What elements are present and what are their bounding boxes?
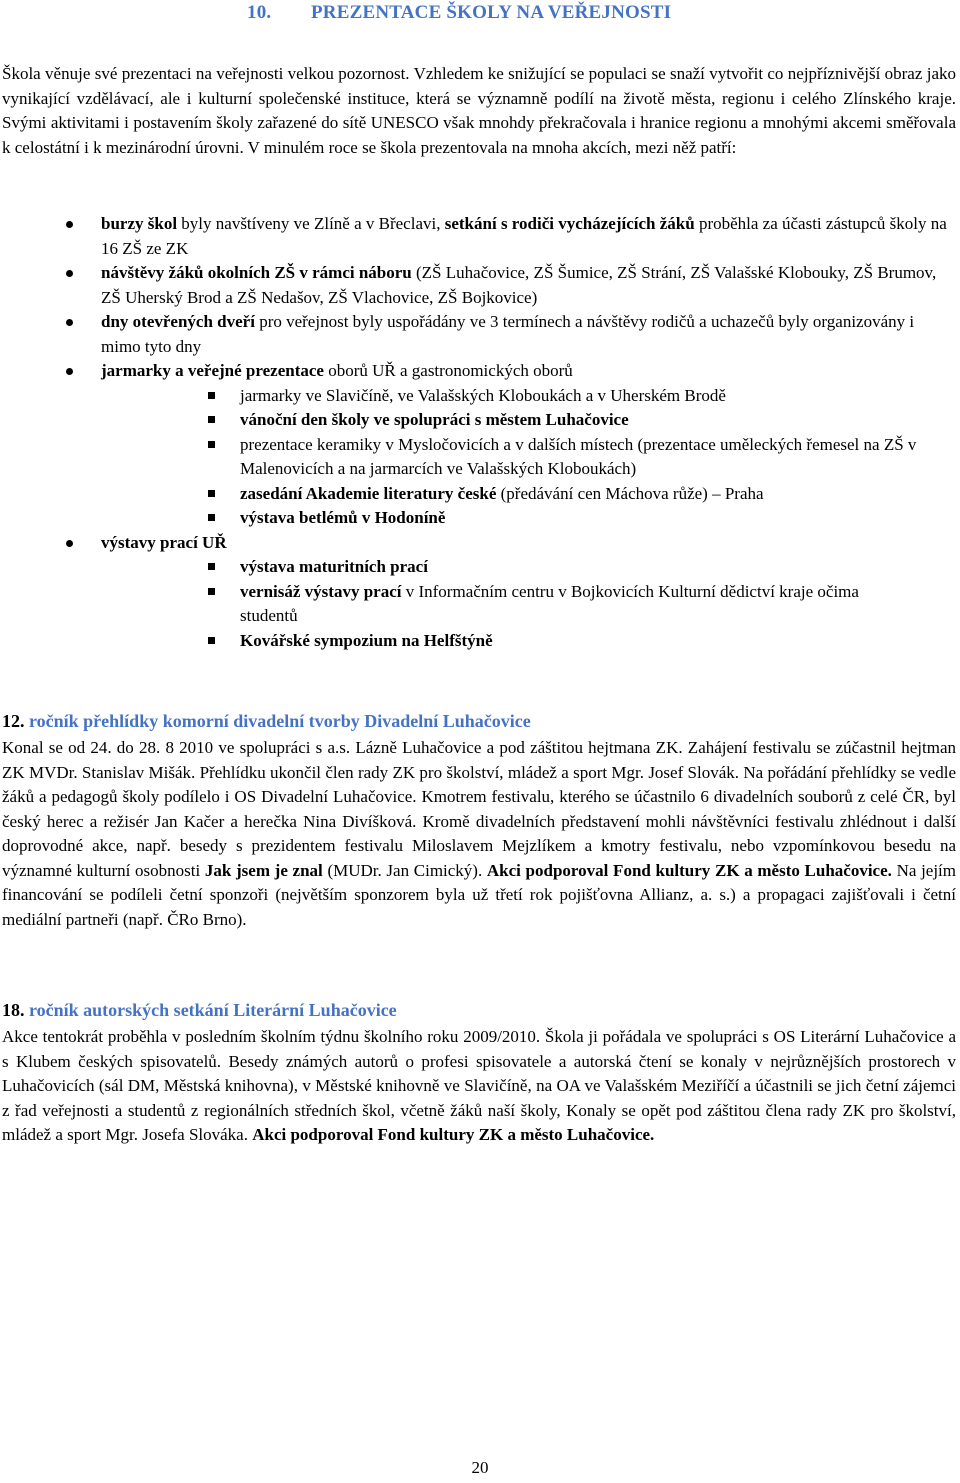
- sub-list-item: [0, 433, 960, 482]
- subsection-number: 12.: [2, 711, 25, 731]
- item-bold: zasedání Akademie literatury české: [240, 483, 497, 503]
- subsection-number: 18.: [2, 1000, 25, 1020]
- item-bold: výstava betlémů v Hodoníně: [240, 508, 446, 527]
- page-footer: [0, 1458, 960, 1478]
- item-bold: Kovářské sympozium na Helfštýně: [240, 630, 493, 650]
- bullet-icon: [66, 221, 73, 228]
- item-text: v Informačním centru v Bojkovicích Kulturní dědictví kraje očima studentů: [240, 581, 859, 625]
- item-text: jarmarky ve Slavičíně, ve Valašských Kloboukách a v Uherském Brodě: [240, 385, 726, 405]
- bullet-icon: [66, 540, 73, 547]
- bullet-icon: [66, 270, 73, 277]
- heading-title: PREZENTACE ŠKOLY NA VEŘEJNOSTI: [311, 2, 672, 23]
- item-bold: vánoční den školy ve spolupráci s městem Luhačovice: [240, 410, 629, 429]
- sub-list-item: [0, 555, 960, 580]
- item-text: prezentace keramiky v Mysločovicích a v dalších místech (prezentace uměleckých řemesel na ZŠ v Malenovicích a na jarmarcích ve Valašských Kloboukách): [240, 434, 917, 478]
- list-item: [0, 531, 960, 556]
- intro-paragraph: [2, 62, 956, 160]
- festival-paragraph: [2, 736, 956, 932]
- square-bullet-icon: [208, 637, 215, 644]
- square-bullet-icon: [208, 392, 215, 399]
- paragraph-bold: Jak jsem je znal: [204, 860, 323, 880]
- subsection-heading: [2, 711, 531, 732]
- list-item: [0, 212, 960, 261]
- intro-sentence-1: Škola věnuje své prezentaci na veřejnosti velkou pozornost. Vzhledem ke snižující se populaci se snaží vytvořit co nejpříznivější obraz jako vynikající vzdělávací, ale i kulturní společenské instituce, která se významně podílí na životě města, regionu i celého Zlínského kraje.: [2, 64, 956, 108]
- paragraph-text: Na jejím financování se podíleli četní sponzoři (největším sponzorem byla už třetí rok pojišťovna Allianz, a. s.) a propagaci zajišťovali i četní mediální partneři (např. ČRo Brno).: [2, 860, 957, 929]
- activities-list: [0, 212, 960, 653]
- item-bold: jarmarky a veřejné prezentace: [101, 361, 324, 380]
- paragraph-text: (MUDr. Jan Cimický).: [322, 860, 487, 880]
- page-number: 20: [471, 1458, 489, 1477]
- section-heading: [0, 2, 960, 24]
- square-bullet-icon: [208, 563, 215, 570]
- item-bold: výstava maturitních prací: [240, 557, 428, 576]
- bullet-icon: [66, 319, 73, 326]
- item-bold: setkání s rodiči vycházejících žáků: [444, 214, 695, 233]
- intro-sentence-2: Svými aktivitami i postavením školy zařazené do sítě UNESCO však mnohdy překračovala i hranice regionu a mnohými akcemi směřovala k celostátní i k mezinárodní úrovni.: [2, 113, 956, 157]
- sub-list-item: [0, 384, 960, 409]
- list-item: [0, 359, 960, 384]
- item-text: (ZŠ Luhačovice, ZŠ Šumice, ZŠ Strání, ZŠ Valašské Klobouky, ZŠ Brumov, ZŠ Uherský Brod a ZŠ Nedašov, ZŠ Vlachovice, ZŠ Bojkovice): [101, 263, 937, 307]
- list-item: [0, 310, 960, 359]
- intro-sentence-3: V minulém roce se škola prezentovala na mnoha akcích, mezi něž patří:: [243, 137, 737, 157]
- square-bullet-icon: [208, 514, 215, 521]
- item-text: proběhla za účasti zástupců školy na 16 ZŠ ze ZK: [101, 214, 947, 258]
- item-bold: vernisáž výstavy prací: [240, 581, 402, 601]
- paragraph-bold: Akci podporoval Fond kultury ZK a město Luhačovice.: [252, 1125, 655, 1144]
- item-text: oborů UŘ a gastronomických oborů: [323, 361, 573, 380]
- item-text: byly navštíveny ve Zlíně a v Břeclavi,: [177, 214, 445, 233]
- square-bullet-icon: [208, 588, 215, 595]
- sub-list-item: [0, 629, 960, 654]
- bullet-icon: [66, 368, 73, 375]
- sub-list-item: [0, 580, 960, 629]
- literary-paragraph: [2, 1025, 956, 1148]
- item-bold: dny otevřených dveří: [101, 312, 255, 331]
- square-bullet-icon: [208, 490, 215, 497]
- item-text: pro veřejnost byly uspořádány ve 3 termínech a návštěvy rodičů a uchazečů byly organizovány i mimo tyto dny: [101, 312, 915, 356]
- subsection-title: ročník autorských setkání Literární Luhačovice: [24, 1000, 397, 1020]
- paragraph-text: Konal se od 24. do 28. 8 2010 ve spolupráci s a.s. Lázně Luhačovice a pod záštitou hejtmana ZK. Zahájení festivalu se zúčastnil hejtman ZK MVDr. Stanislav Mišák. Přehlídku ukončil člen rady ZK pro školství, mládež a sport Mgr. Josef Slovák. Na pořádání přehlídky se vedle žáků a pedagogů školy podílelo i OS Divadelní Luhačovice. Kmotrem festivalu, kterého se účastnilo 6 divadelních souborů z celé ČR, byl český herec a režisér Jan Kačer a herečka Nina Divíšková. Kromě divadelních představení mohli návštěvníci festivalu zhlédnout i další doprovodné akce, např. besedy s prezidentem festivalu Miloslavem Mejzlíkem a kmotry festivalu, nebo vzpomínkovou besedu na významné kulturní osobnosti: [2, 738, 956, 880]
- square-bullet-icon: [208, 416, 215, 423]
- heading-number: 10.: [247, 2, 272, 23]
- sub-list-item: [0, 408, 960, 433]
- sub-list-item: [0, 506, 960, 531]
- subsection-heading: [2, 1000, 397, 1021]
- paragraph-bold: Akci podporoval Fond kultury ZK a město Luhačovice.: [486, 860, 892, 880]
- subsection-title: ročník přehlídky komorní divadelní tvorby Divadelní Luhačovice: [24, 711, 531, 731]
- square-bullet-icon: [208, 441, 215, 448]
- item-bold: výstavy prací UŘ: [101, 532, 227, 552]
- paragraph-text: Akce tentokrát proběhla v posledním školním týdnu školního roku 2009/2010. Škola ji pořádala ve spolupráci s OS Literární Luhačovice a s Klubem českých spisovatelů. Besedy známých autorů o profesi spisovatele a autorská čtení se konaly v nejrůznějších prostorech v Luhačovicích (sál DM, Městská knihovna), v Městské knihovně ve Slavičíně, na OA ve Valašském Meziříčí a účastnili se jich četní zájemci z řad veřejnosti a studentů z regionálních středních škol, včetně žáků naší školy, Konaly se opět pod záštitou člena rady ZK pro školství, mládež a sport Mgr. Josefa Slováka.: [2, 1027, 956, 1144]
- item-bold: návštěvy žáků okolních ZŠ v rámci náboru: [101, 263, 412, 282]
- item-bold: burzy škol: [101, 214, 178, 233]
- item-text: (předávání cen Máchova růže) – Praha: [496, 483, 764, 503]
- list-item: [0, 261, 960, 310]
- sub-list-item: [0, 482, 960, 507]
